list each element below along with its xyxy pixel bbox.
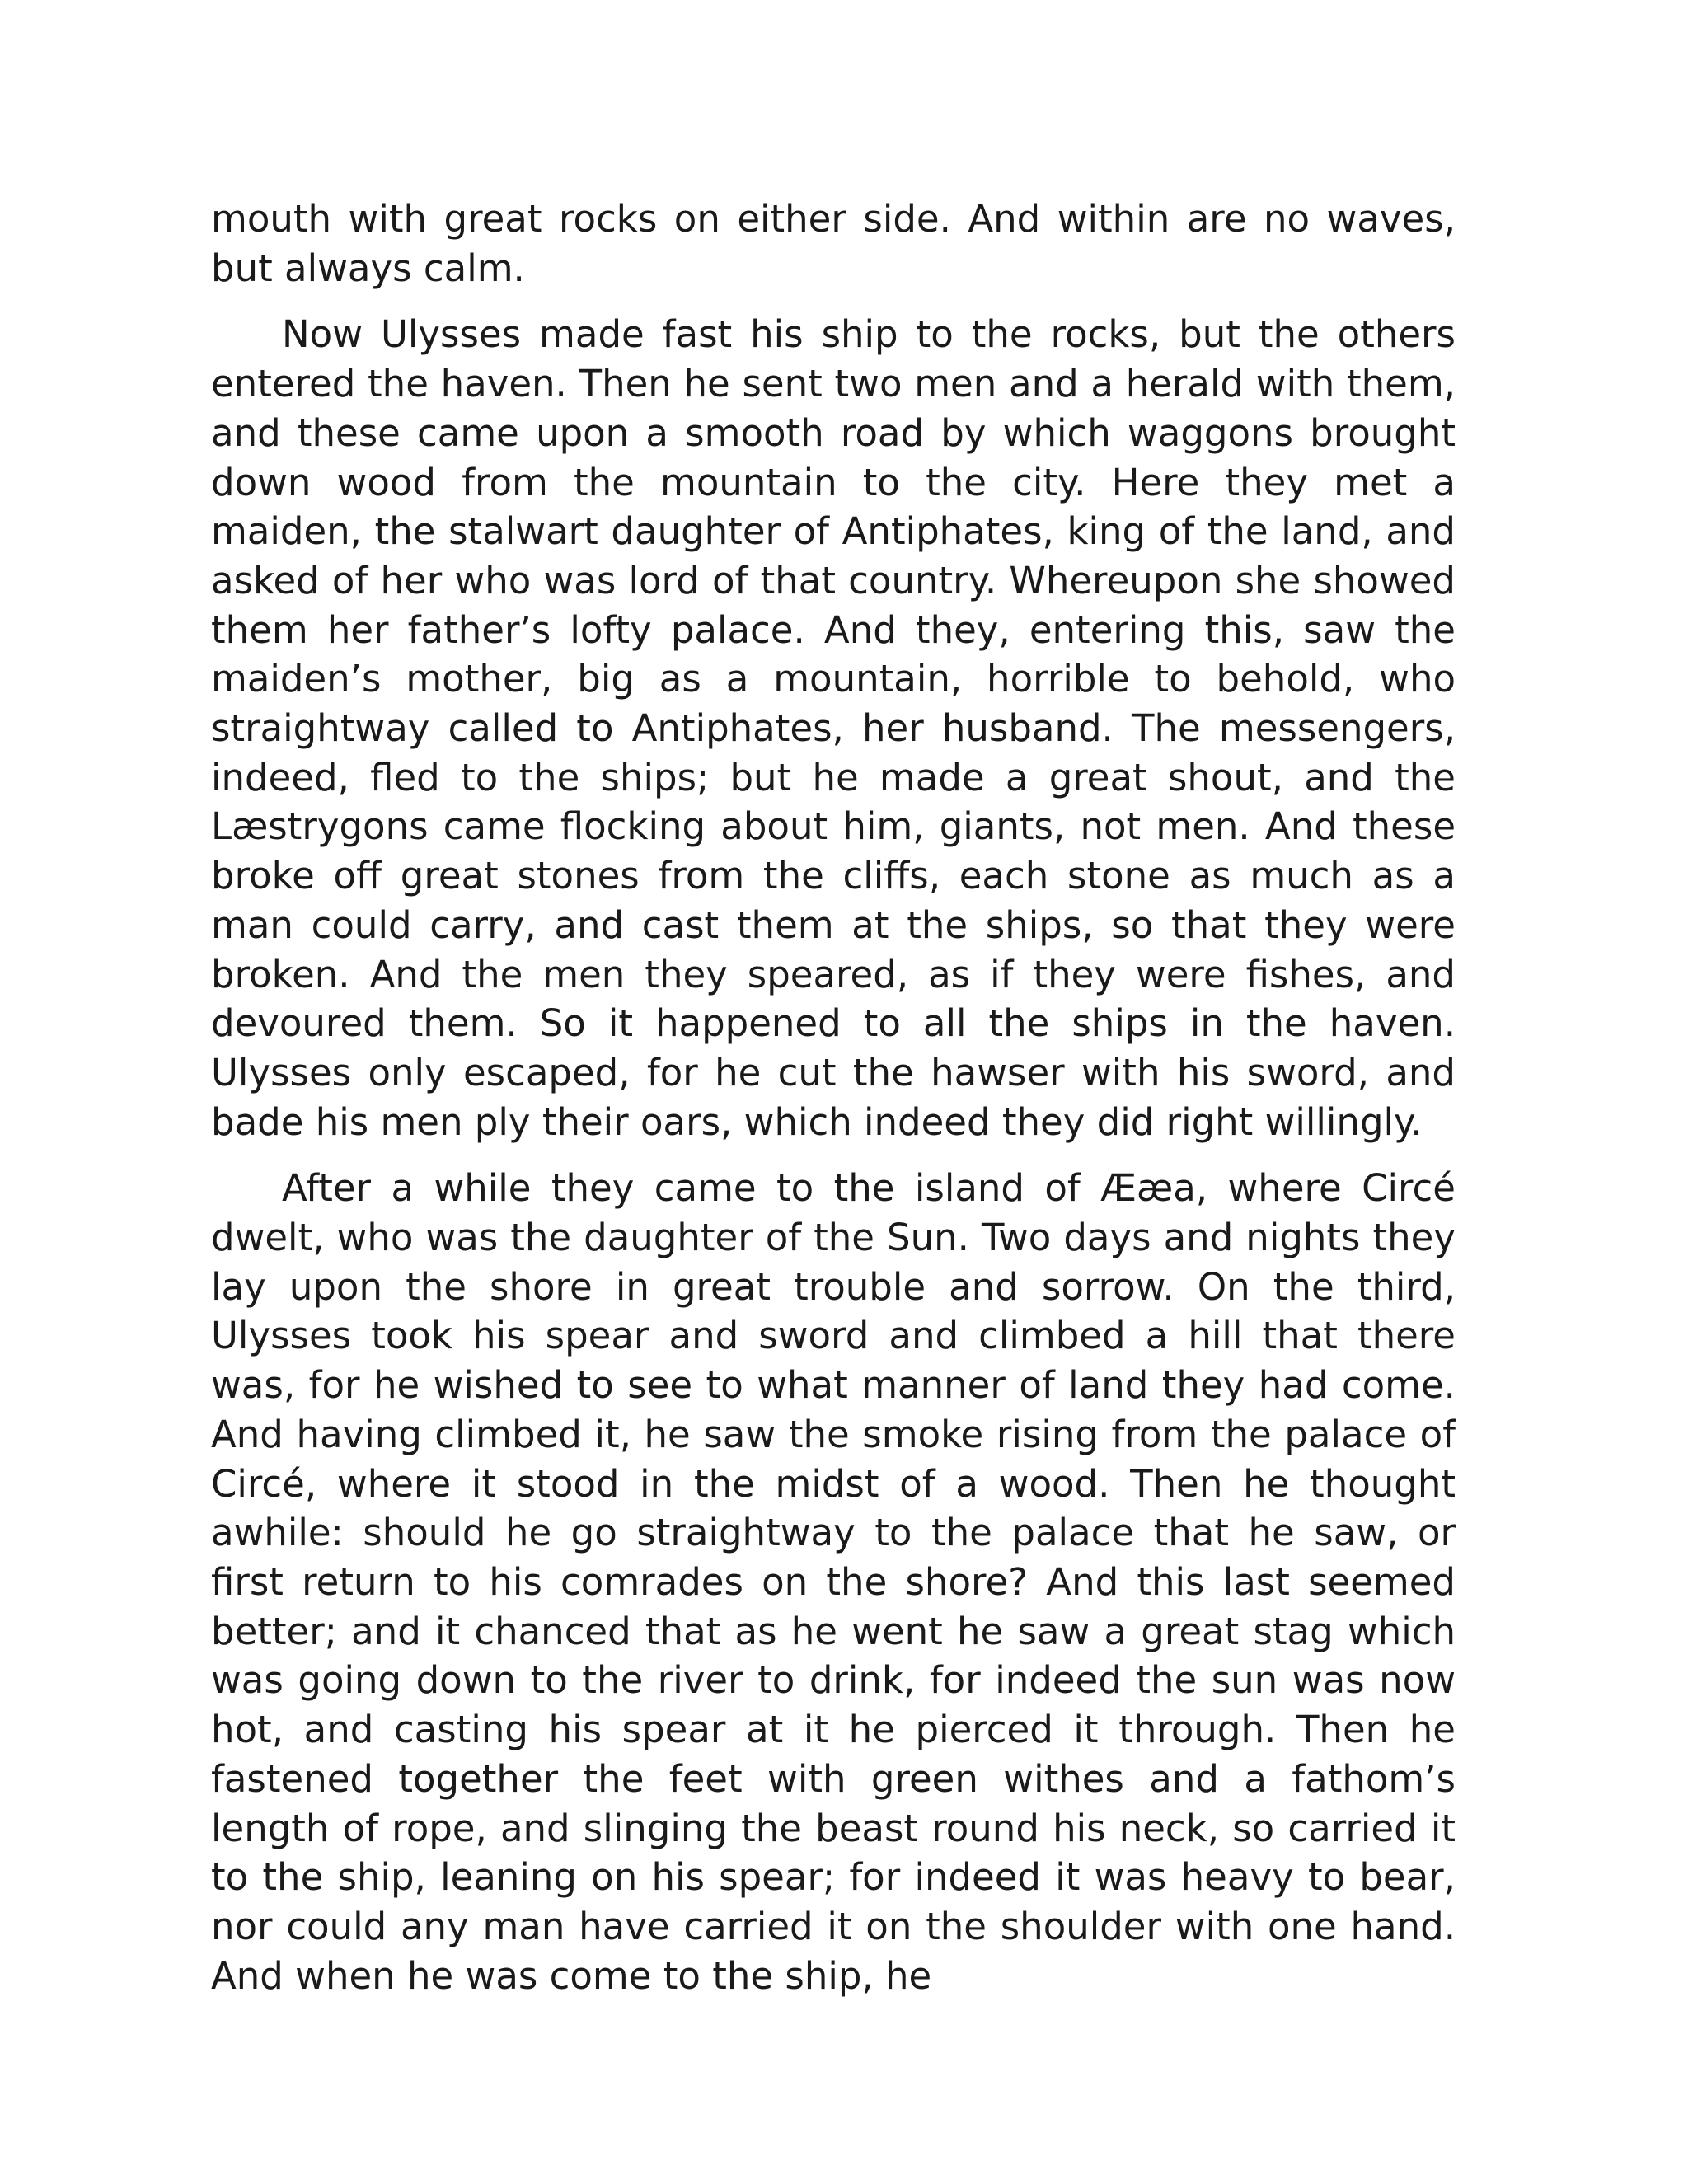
- page-body: [211, 194, 1456, 2018]
- paragraph-laestrygons: Now Ulysses made fast his ship to the rocks, but the others entered the haven. Then he sent two men and a herald with them, and these came upon a smooth road by which waggons brought down wood from the mountain to the city. Here they met a maiden, the stalwart daughter of Antiphates, king of the land, and asked of her who was lord of that country. Whereupon she showed them her father’s lofty palace. And they, entering this, saw the maiden’s mother, big as a mountain, horrible to behold, who straightway called to Antiphates, her husband. The messengers, indeed, fled to the ships; but he made a great shout, and the Læstrygons came flocking about him, giants, not men. And these broke off great stones from the cliffs, each stone as much as a man could carry, and cast them at the ships, so that they were broken. And the men they speared, as if they were fishes, and devoured them. So it happened to all the ships in the haven. Ulysses only escaped, for he cut the hawser with his sword, and bade his men ply their oars, which indeed they did right willingly.: [211, 312, 1456, 1144]
- paragraph-continuation: mouth with great rocks on either side. And within are no waves, but always calm.: [211, 197, 1456, 290]
- paragraph-aeaea: After a while they came to the island of Ææa, where Circé dwelt, who was the daughter of the Sun. Two days and nights they lay upon the shore in great trouble and sorrow. On the third, Ulysses took his spear and sword and climbed a hill that there was, for he wished to see to what manner of land they had come. And having climbed it, he saw the smoke rising from the palace of Circé, where it stood in the midst of a wood. Then he thought awhile: should he go straightway to the palace that he saw, or first return to his comrades on the shore? And this last seemed better; and it chanced that as he went he saw a great stag which was going down to the river to drink, for indeed the sun was now hot, and casting his spear at it he pierced it through. Then he fastened together the feet with green withes and a fathom’s length of rope, and slinging the beast round his neck, so carried it to the ship, leaning on his spear; for indeed it was heavy to bear, nor could any man have carried it on the shoulder with one hand. And when he was come to the ship, he: [211, 1166, 1456, 1998]
